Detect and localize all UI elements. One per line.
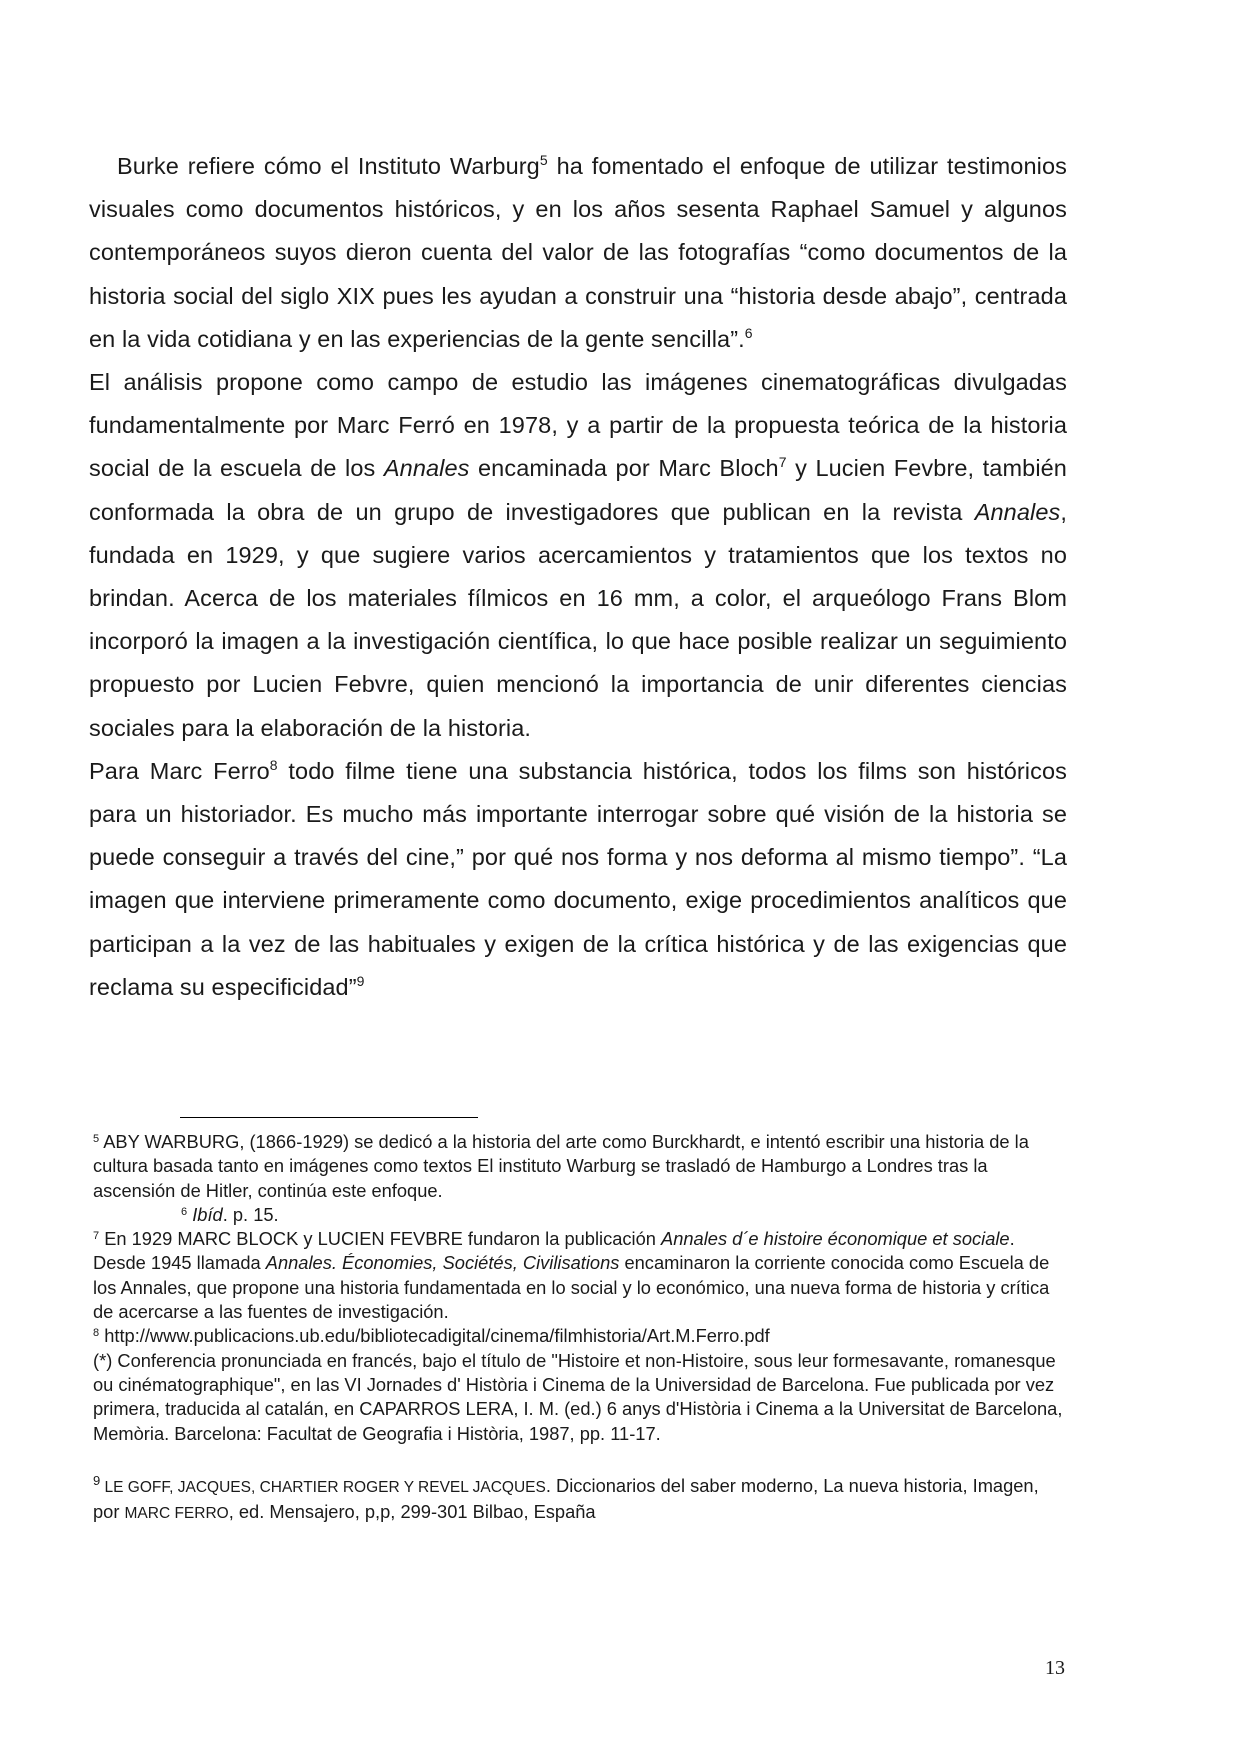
paragraph-1-text: Burke refiere cómo el Instituto Warburg (117, 153, 540, 179)
footnote-9-authors: LE GOFF, JACQUES, CHARTIER ROGER Y REVEL JACQUES (100, 1478, 546, 1496)
footnote-9-text: . Diccionarios del saber moderno, La nueva historia, Imagen, por (93, 1474, 1039, 1523)
paragraph-3-text-cont: todo filme tiene una substancia histórica, todos los films son históricos para un historiador. Es mucho más importante interrogar sobre qué visión de la historia se puede conseguir a través del cine,” por qué nos forma y nos deforma al mismo tiempo”. “La imagen que interviene primeramente como documento, exige procedimientos analíticos que participan a la vez de las habituales y exigen de la crítica histórica y de las exigencias que reclama su especificidad” (89, 757, 1067, 1000)
footnote-7-number: 7 (93, 1230, 100, 1243)
footnote-8-number: 8 (93, 1327, 100, 1340)
paragraph-1 (89, 145, 1067, 361)
footnote-5-text: ABY WARBURG, (1866-1929) se dedicó a la historia del arte como Burckhardt, e intentó escribir una historia de la cultura basada tanto en imágenes como textos El instituto Warburg se trasladó de Hamburgo a Londres tras la ascensión de Hitler, continúa este enfoque. (93, 1131, 1029, 1201)
footnote-6 (93, 1203, 1065, 1227)
footnote-ref-7[interactable]: 7 (778, 454, 787, 471)
footnote-ref-6[interactable]: 6 (744, 324, 753, 341)
annales-italic: Annales (383, 455, 470, 482)
paragraph-2-text-cont2: y Lucien Fevbre, también conformada la obra de un grupo de investigadores que publican en la revista (89, 455, 1067, 525)
footnotes (93, 1130, 1065, 1526)
footnote-6-number: 6 (181, 1205, 188, 1218)
footnote-7-text: En 1929 MARC BLOCK y LUCIEN FEVBRE fundaron la publicación (99, 1228, 662, 1250)
page-number: 13 (1045, 1657, 1065, 1679)
paragraph-2-text-cont3: , fundada en 1929, y que sugiere varios acercamientos y tratamientos que los textos no brindan. Acerca de los materiales fílmicos en 16 mm, a color, el arqueólogo Frans Blom incorporó la imagen a la investigación científica, lo que hace posible realizar un seguimiento propuesto por Lucien Febvre, quien mencionó la importancia de unir diferentes ciencias sociales para la elaboración de la historia. (89, 498, 1067, 741)
footnote-8-link[interactable]: http://www.publicacions.ub.edu/bibliotecadigital/cinema/filmhistoria/Art.M.Ferro.pdf (99, 1325, 770, 1347)
footnote-separator (180, 1117, 478, 1118)
main-text (89, 145, 1067, 1009)
footnote-6-text: . p. 15. (222, 1203, 279, 1225)
annales-italic-2: Annales (974, 498, 1061, 525)
footnote-9-author-2: MARC FERRO (124, 1505, 229, 1523)
paragraph-1-text-cont: ha fomentado el enfoque de utilizar testimonios visuales como documentos históricos, y en los años sesenta Raphael Samuel y algunos contemporáneos suyos dieron cuenta del valor de las fotografías “como documentos de la historia social del siglo XIX pues les ayudan a construir una “historia desde abajo”, centrada en la vida cotidiana y en las experiencias de la gente sencilla”. (89, 153, 1067, 352)
footnote-7-italic-title-2: Annales. Économies, Sociétés, Civilisations (265, 1252, 620, 1274)
footnote-5-number: 5 (93, 1133, 100, 1145)
footnote-ref-8[interactable]: 8 (269, 756, 278, 773)
footnote-8-note (93, 1349, 1065, 1446)
footnote-ref-5[interactable]: 5 (539, 152, 548, 168)
paragraph-2-text-cont: encaminada por Marc Bloch (469, 455, 779, 482)
paragraph-3 (89, 750, 1067, 1009)
paragraph-2 (89, 361, 1067, 750)
footnote-8 (93, 1324, 1065, 1348)
paragraph-2-text: El análisis propone como campo de estudio las imágenes cinematográficas divulgadas fundamentalmente por Marc Ferró en 1978, y a partir de la propuesta teórica de la historia social de la escuela de los (89, 369, 1067, 482)
footnote-9 (93, 1474, 1065, 1527)
footnote-9-text-cont: , ed. Mensajero, p,p, 299-301 Bilbao, España (228, 1501, 596, 1523)
paragraph-3-text: Para Marc Ferro (89, 757, 270, 784)
footnote-7-text-cont2: encaminaron la corriente conocida como Escuela de los Annales, que propone una historia fundamentada en lo social y lo económico, una nueva forma de historia y crítica de acercarse a las fuentes de investigación. (93, 1252, 1050, 1323)
footnote-7-italic-title: Annales d´e histoire économique et sociale (661, 1228, 1010, 1250)
footnote-9-number: 9 (93, 1472, 101, 1488)
footnote-ref-9[interactable]: 9 (356, 972, 365, 989)
footnote-7-text-cont: . Desde 1945 llamada (93, 1228, 1015, 1274)
ibid-italic: Ibíd (192, 1203, 223, 1225)
footnote-8-note-text: (*) Conferencia pronunciada en francés, bajo el título de "Histoire et non-Histoire, sous leur formesavante, romanesque ou cinématographique", en las VI Jornades d' Història i Cinema de la Universidad de Barcelona. Fue publicada por vez primera, traducida al catalán, en CAPARROS LERA, I. M. (ed.) 6 anys d'Història i Cinema a la Universitat de Barcelona, Memòria. Barcelona: Facultat de Geografia i Història, 1987, pp. 11-17. (93, 1349, 1063, 1444)
footnote-7 (93, 1227, 1065, 1324)
footnote-5 (93, 1130, 1065, 1203)
